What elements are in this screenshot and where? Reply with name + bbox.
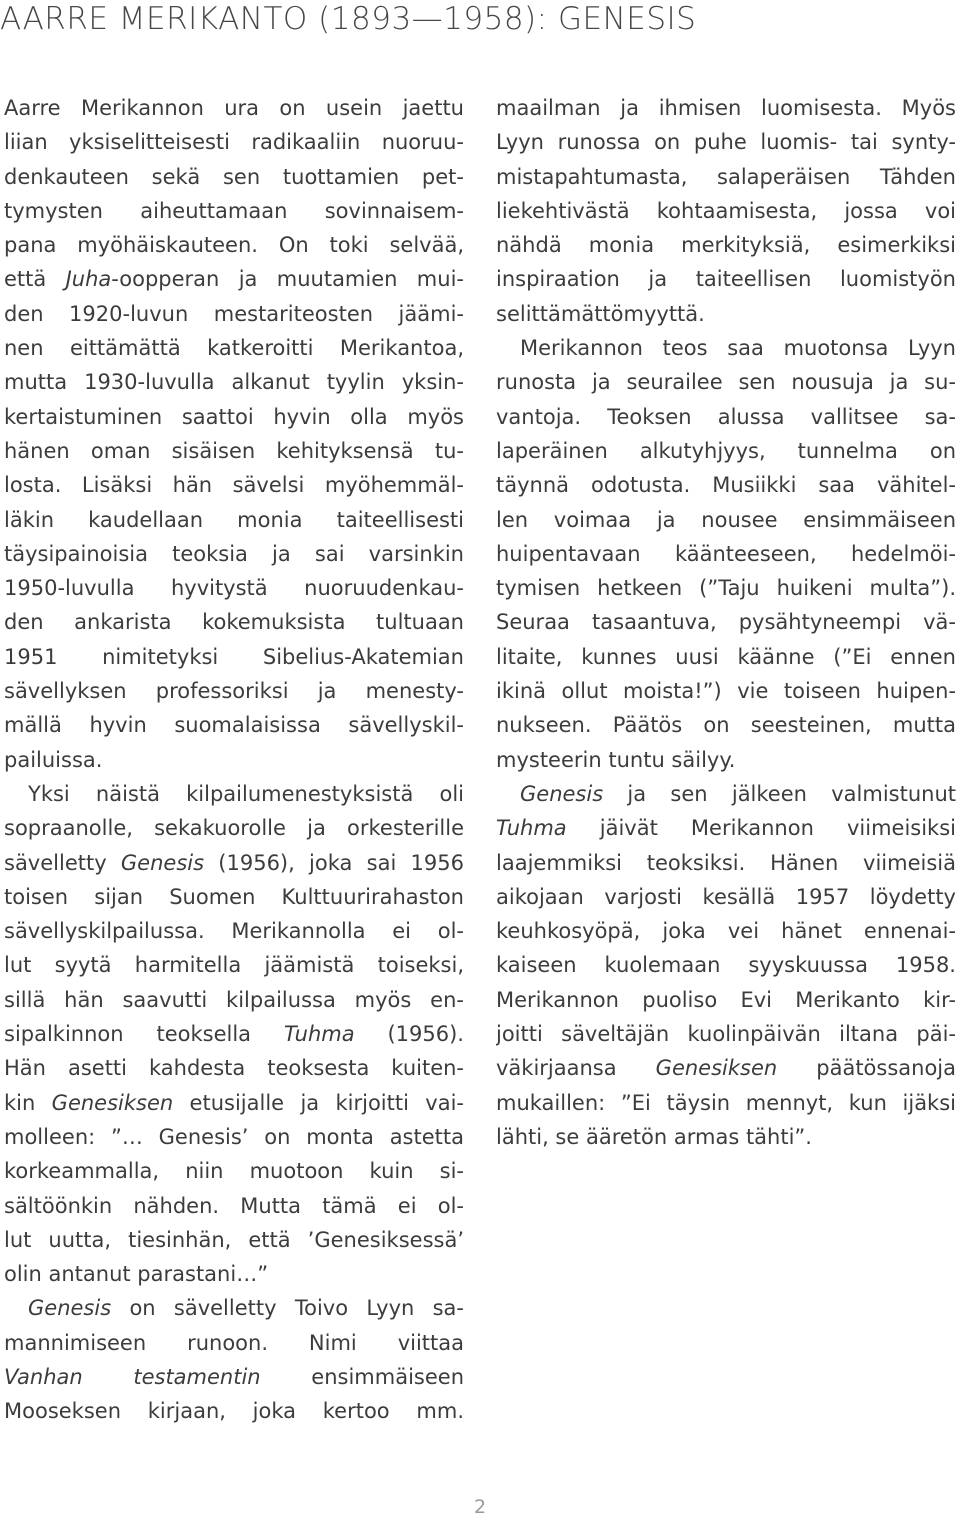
text-line xyxy=(496,983,956,1017)
text-segment: jäivät Merikannon viimeisiksi xyxy=(566,816,956,841)
text-segment: Mooseksen kirjaan, joka kertoo mm. xyxy=(4,1399,464,1424)
text-line xyxy=(496,503,956,537)
text-segment: täynnä odotusta. Musiikki saa vähitel- xyxy=(496,473,956,498)
text-segment: nen eittämättä katkeroitti Merikantoa, xyxy=(4,336,464,361)
text-line xyxy=(4,948,464,982)
text-segment: sipalkinnon teoksella xyxy=(4,1022,284,1047)
text-line xyxy=(4,537,464,571)
text-segment: mysteerin tuntu säilyy. xyxy=(496,747,736,772)
text-line xyxy=(4,811,464,845)
italic-text: Tuhma xyxy=(283,1022,355,1047)
text-segment: selittämättömyyttä. xyxy=(496,301,705,326)
text-line xyxy=(4,777,464,811)
text-segment: sävellyksen professoriksi ja menesty- xyxy=(4,679,464,704)
text-segment: sältöönkin nähden. Mutta tämä ei ol- xyxy=(4,1193,464,1218)
text-line xyxy=(4,708,464,742)
text-line xyxy=(496,605,956,639)
text-segment: laajemmiksi teoksiksi. Hänen viimeisiä xyxy=(496,850,956,875)
text-line xyxy=(496,125,956,159)
text-segment: sävellyskilpailussa. Merikannolla ei ol- xyxy=(4,919,464,944)
text-segment: on sävelletty Toivo Lyyn sa- xyxy=(111,1296,464,1321)
text-line xyxy=(4,91,464,125)
text-line xyxy=(4,1326,464,1360)
text-line xyxy=(4,434,464,468)
text-segment: Merikannon teos saa muotonsa Lyyn xyxy=(520,336,956,361)
text-segment: täysipainoisia teoksia ja sai varsinkin xyxy=(4,541,464,566)
italic-text: Tuhma xyxy=(496,816,567,841)
text-segment: len voimaa ja nousee ensimmäiseen xyxy=(496,507,956,532)
text-segment: pailuissa. xyxy=(4,747,103,772)
text-segment: pana myöhäiskauteen. On toki selvää, xyxy=(4,233,464,258)
text-segment: korkeammalla, niin muotoon kuin si- xyxy=(4,1159,464,1184)
text-line xyxy=(4,1017,464,1051)
text-line xyxy=(4,1189,464,1223)
text-line xyxy=(496,91,956,125)
text-segment: sopraanolle, sekakuorolle ja orkesterille xyxy=(4,816,464,841)
text-line xyxy=(4,1223,464,1257)
text-segment: sävelletty xyxy=(4,850,121,875)
text-line xyxy=(4,400,464,434)
text-segment: mistapahtumasta, salaperäisen Tähden xyxy=(496,164,956,189)
text-segment: lähti, se ääretön armas tähti”. xyxy=(496,1124,812,1149)
text-segment: tymisen hetkeen (”Taju huikeni multa”). xyxy=(496,576,956,601)
text-segment: läkin kaudellaan monia taiteellisesti xyxy=(4,507,464,532)
text-line xyxy=(4,846,464,880)
text-line xyxy=(496,194,956,228)
text-line xyxy=(4,160,464,194)
text-segment: 1950-luvulla hyvitystä nuoruudenkau- xyxy=(4,576,464,601)
text-line xyxy=(496,537,956,571)
text-segment: olin antanut parastani…” xyxy=(4,1262,269,1287)
text-line xyxy=(4,605,464,639)
text-line xyxy=(4,125,464,159)
text-line xyxy=(496,365,956,399)
text-line xyxy=(4,1360,464,1394)
text-segment: ensimmäiseen xyxy=(260,1364,464,1389)
text-segment: sillä hän saavutti kilpailussa myös en- xyxy=(4,987,464,1012)
text-segment: nukseen. Päätös on seesteinen, mutta xyxy=(496,713,956,738)
text-segment: nähdä monia merkityksiä, esimerkiksi xyxy=(496,233,956,258)
text-line xyxy=(496,674,956,708)
text-segment: kertaistuminen saattoi hyvin olla myös xyxy=(4,404,464,429)
text-line xyxy=(496,160,956,194)
text-segment: laperäinen alkutyhjyys, tunnelma on xyxy=(496,438,956,463)
italic-text: Genesis xyxy=(28,1296,112,1321)
text-segment: Hän asetti kahdesta teoksesta kuiten- xyxy=(4,1056,464,1081)
text-line xyxy=(496,811,956,845)
text-line xyxy=(496,571,956,605)
text-line xyxy=(4,1086,464,1120)
text-segment: vantoja. Teoksen alussa vallitsee sa- xyxy=(496,404,956,429)
text-line xyxy=(496,262,956,296)
italic-text: Genesiksen xyxy=(51,1090,174,1115)
text-segment: aikojaan varjosti kesällä 1957 löydetty xyxy=(496,884,956,909)
text-line xyxy=(496,708,956,742)
text-line xyxy=(4,297,464,331)
text-segment: (1956). xyxy=(354,1022,464,1047)
text-segment: maailman ja ihmisen luomisesta. Myös xyxy=(496,96,956,120)
italic-text: Genesiksen xyxy=(655,1056,778,1081)
text-segment: Aarre Merikannon ura on usein jaettu xyxy=(4,96,464,120)
text-line xyxy=(496,948,956,982)
text-line xyxy=(496,1017,956,1051)
text-line xyxy=(496,880,956,914)
text-line xyxy=(4,571,464,605)
text-line xyxy=(4,1051,464,1085)
text-segment: kaiseen kuolemaan syyskuussa 1958. xyxy=(496,953,956,978)
text-segment: etusijalle ja kirjoitti vai- xyxy=(173,1090,464,1115)
page-number: 2 xyxy=(473,1496,487,1518)
right-text-column xyxy=(496,91,956,1154)
text-line xyxy=(4,262,464,296)
text-segment: keuhkosyöpä, joka vei hänet ennenai- xyxy=(496,919,956,944)
text-segment: mutta 1930-luvulla alkanut tyylin yksin- xyxy=(4,370,464,395)
text-segment: Yksi näistä kilpailumenestyksistä oli xyxy=(28,781,464,806)
text-line xyxy=(496,228,956,262)
text-segment: -oopperan ja muutamien mui- xyxy=(111,267,464,292)
text-line xyxy=(496,640,956,674)
text-segment: mällä hyvin suomalaisissa sävellyskil- xyxy=(4,713,464,738)
text-line xyxy=(4,1394,464,1428)
italic-text: Vanhan testamentin xyxy=(4,1364,261,1389)
text-line xyxy=(496,468,956,502)
text-segment: että xyxy=(4,267,66,292)
text-line xyxy=(4,983,464,1017)
text-segment: litaite, kunnes uusi käänne (”Ei ennen xyxy=(496,644,956,669)
text-segment: liian yksiselitteisesti radikaaliin nuoruu- xyxy=(4,130,464,155)
text-segment: Merikannon puoliso Evi Merikanto kir- xyxy=(496,987,956,1012)
text-line xyxy=(496,1120,956,1154)
text-line xyxy=(4,1154,464,1188)
text-segment: päätössanoja xyxy=(777,1056,956,1081)
italic-text: Genesis xyxy=(120,850,205,875)
text-line xyxy=(4,503,464,537)
page-title: AARRE MERIKANTO (1893—1958): GENESIS xyxy=(0,1,697,37)
text-segment: kin xyxy=(4,1090,52,1115)
text-line xyxy=(4,743,464,777)
text-line xyxy=(496,1086,956,1120)
text-segment: huipentavaan käänteeseen, hedelmöi- xyxy=(496,541,956,566)
text-segment: losta. Lisäksi hän sävelsi myöhemmäl- xyxy=(4,473,464,498)
text-segment: lut syytä harmitella jäämistä toiseksi, xyxy=(4,953,464,978)
text-segment: denkauteen sekä sen tuottamien pet- xyxy=(4,164,464,189)
text-segment: mukaillen: ”Ei täysin mennyt, kun ijäksi xyxy=(496,1090,956,1115)
text-segment: (1956), joka sai 1956 xyxy=(204,850,464,875)
text-segment: hänen oman sisäisen kehityksensä tu- xyxy=(4,438,464,463)
text-line xyxy=(4,1120,464,1154)
text-segment: inspiraation ja taiteellisen luomistyön xyxy=(496,267,956,292)
text-line xyxy=(4,640,464,674)
text-line xyxy=(496,434,956,468)
text-segment: den 1920-luvun mestariteosten jäämi- xyxy=(4,301,464,326)
text-line xyxy=(496,400,956,434)
text-segment: ja sen jälkeen valmistunut xyxy=(603,781,956,806)
text-segment: väkirjaansa xyxy=(496,1056,656,1081)
text-segment: joitti säveltäjän kuolinpäivän iltana päi- xyxy=(496,1022,956,1047)
text-line xyxy=(4,1257,464,1291)
text-line xyxy=(4,1291,464,1325)
text-line xyxy=(4,468,464,502)
text-line xyxy=(496,743,956,777)
italic-text: Juha xyxy=(65,267,112,292)
text-line xyxy=(496,914,956,948)
text-line xyxy=(4,914,464,948)
left-text-column xyxy=(4,91,464,1429)
text-segment: Seuraa tasaantuva, pysähtyneempi vä- xyxy=(496,610,956,635)
text-segment: runosta ja seurailee sen nousuja ja su- xyxy=(496,370,956,395)
text-line xyxy=(4,194,464,228)
text-line xyxy=(496,1051,956,1085)
text-line xyxy=(4,228,464,262)
text-segment: lut uutta, tiesinhän, että ’Genesiksessä’ xyxy=(4,1227,464,1252)
text-segment: toisen sijan Suomen Kulttuurirahaston xyxy=(4,884,464,909)
text-segment: ikinä ollut moista!”) vie toiseen huipen- xyxy=(496,679,956,704)
text-segment: molleen: ”… Genesis’ on monta astetta xyxy=(4,1124,464,1149)
text-line xyxy=(496,331,956,365)
italic-text: Genesis xyxy=(520,781,604,806)
text-line xyxy=(4,365,464,399)
text-segment: Lyyn runossa on puhe luomis- tai synty- xyxy=(496,130,956,155)
text-segment: 1951 nimitetyksi Sibelius-Akatemian xyxy=(4,644,464,669)
text-line xyxy=(496,777,956,811)
text-segment: mannimiseen runoon. Nimi viittaa xyxy=(4,1330,464,1355)
text-line xyxy=(4,880,464,914)
text-line xyxy=(4,331,464,365)
text-segment: tymysten aiheuttamaan sovinnaisem- xyxy=(4,198,464,223)
text-line xyxy=(496,846,956,880)
text-segment: den ankarista kokemuksista tultuaan xyxy=(4,610,464,635)
text-segment: liekehtivästä kohtaamisesta, jossa voi xyxy=(496,198,956,223)
text-line xyxy=(4,674,464,708)
text-line xyxy=(496,297,956,331)
